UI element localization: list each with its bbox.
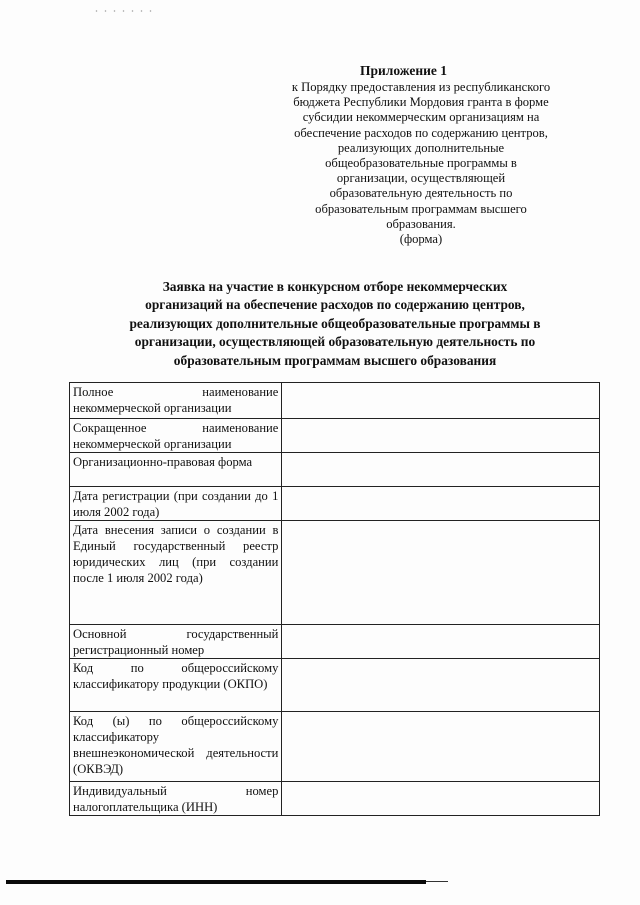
field-value-cell	[282, 712, 600, 782]
form-title-line: организации, осуществляющей образовательную деятельность по	[134, 334, 536, 350]
field-label: Код по общероссийскому классификатору продукции (ОКПО)	[70, 659, 282, 712]
table-row	[70, 712, 600, 782]
field-value-cell	[282, 383, 600, 419]
form-title-line: Заявка на участие в конкурсном отборе некоммерческих	[162, 279, 508, 294]
form-title-line: организаций на обеспечение расходов по содержанию центров,	[145, 297, 525, 313]
table-row	[70, 782, 600, 816]
appendix-line: субсидии некоммерческим организациям на	[302, 110, 540, 125]
appendix-line: к Порядку предоставления из республиканского	[291, 80, 551, 94]
appendix-line: бюджета Республики Мордовия гранта в форме	[293, 95, 549, 110]
form-title	[70, 278, 600, 370]
appendix-line: обеспечение расходов по содержанию центров,	[294, 125, 548, 140]
appendix-title: Приложение 1	[360, 63, 448, 78]
field-value-cell	[282, 625, 600, 659]
field-value-cell	[282, 782, 600, 816]
table-row	[70, 453, 600, 487]
appendix-line: организации, осуществляющей	[336, 171, 506, 186]
table-row	[70, 659, 600, 712]
table-row	[70, 419, 600, 453]
appendix-line: образовательным программам высшего	[315, 201, 527, 216]
scan-edge-tail	[426, 881, 448, 882]
form-title-line: образовательным программам высшего образования	[173, 352, 497, 368]
field-label: Основной государственный регистрационный номер	[70, 625, 282, 659]
scan-edge-bar	[6, 880, 426, 884]
field-label: Индивидуальный номер налогоплательщика (ИНН)	[70, 782, 282, 816]
appendix-line: общеобразовательные программы в	[325, 156, 517, 171]
table-row	[70, 625, 600, 659]
field-label: Сокращенное наименование некоммерческой организации	[70, 419, 282, 453]
field-label: Организационно-правовая форма	[70, 453, 282, 487]
form-title-line: реализующих дополнительные общеобразовательные программы в	[129, 315, 541, 331]
appendix-line: образования.	[386, 216, 456, 231]
table-row	[70, 383, 600, 419]
table-row	[70, 521, 600, 625]
field-value-cell	[282, 659, 600, 712]
field-value-cell	[282, 453, 600, 487]
field-value-cell	[282, 419, 600, 453]
scan-noise	[92, 6, 152, 12]
field-label: Дата регистрации (при создании до 1 июля 2002 года)	[70, 487, 282, 521]
field-label: Дата внесения записи о создании в Единый государственный реестр юридических лиц (при создании после 1 июля 2002 года)	[70, 521, 282, 625]
form-marker: (форма)	[399, 232, 443, 247]
application-form-table	[69, 382, 600, 816]
appendix-line: реализующих дополнительные	[337, 140, 505, 155]
field-label: Код (ы) по общероссийскому классификатору внешнеэкономической деятельности (ОКВЭД)	[70, 712, 282, 782]
field-label: Полное наименование некоммерческой организации	[70, 383, 282, 419]
appendix-line: образовательную деятельность по	[329, 186, 513, 201]
appendix-reference	[240, 80, 602, 247]
field-value-cell	[282, 487, 600, 521]
table-row	[70, 487, 600, 521]
field-value-cell	[282, 521, 600, 625]
